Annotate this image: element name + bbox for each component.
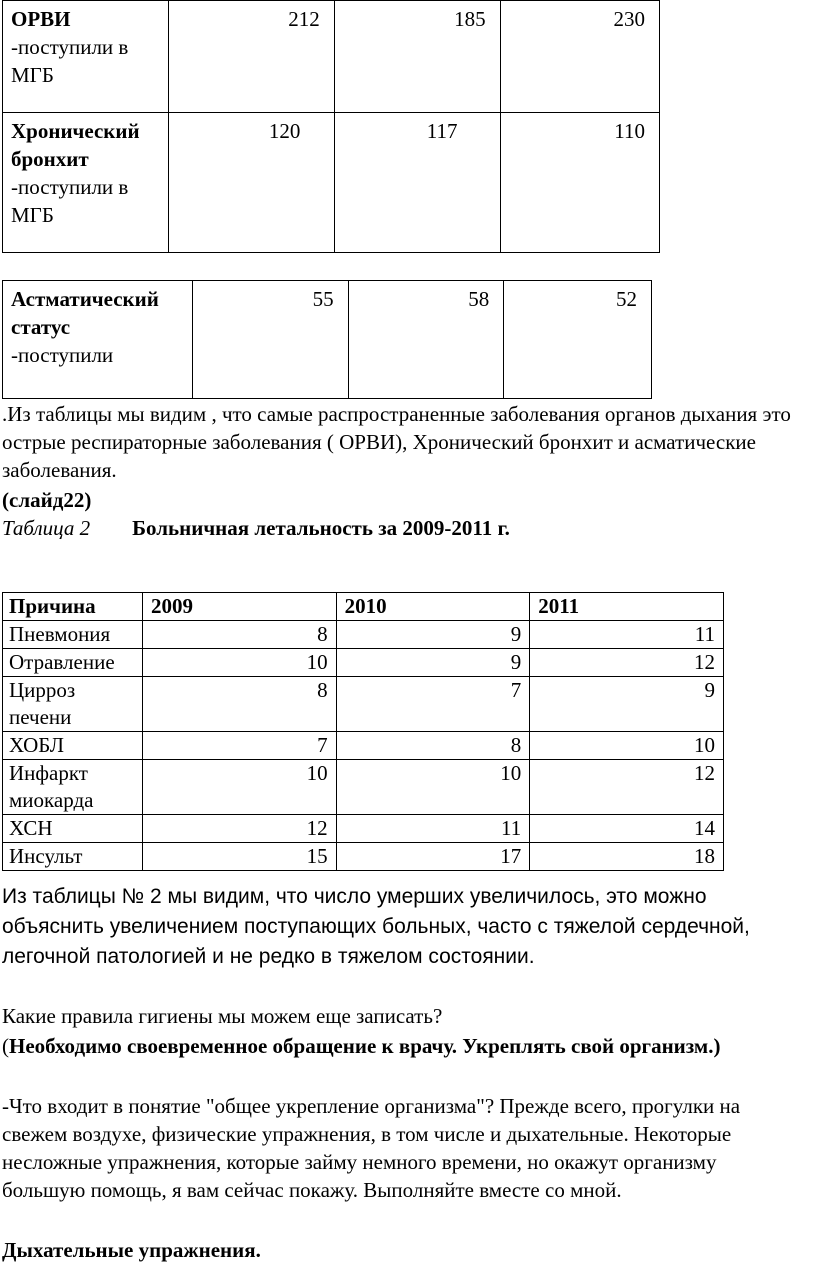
table-row	[3, 1, 660, 113]
value-cell: 55	[192, 281, 348, 399]
table-row	[3, 815, 724, 843]
row-label-cell	[3, 113, 169, 253]
value-cell: 18	[530, 843, 724, 871]
cause-cell: ХОБЛ	[3, 732, 143, 760]
value-cell: 52	[504, 281, 652, 399]
disease-sub: -поступили в МГБ	[11, 175, 129, 227]
value-cell: 12	[530, 649, 724, 677]
question-line: Какие правила гигиены мы можем еще записать?	[2, 1004, 443, 1028]
header-cell: 2010	[336, 593, 530, 621]
cause-cell: Пневмония	[3, 621, 143, 649]
value-cell: 7	[142, 732, 336, 760]
table-row	[3, 621, 724, 649]
value-cell: 15	[142, 843, 336, 871]
mortality-table	[2, 592, 724, 871]
value-cell: 185	[334, 1, 500, 113]
row-label-cell	[3, 1, 169, 113]
morbidity-table-top	[2, 0, 660, 253]
cause-cell: Отравление	[3, 649, 143, 677]
slide-label: (слайд22)	[2, 488, 92, 512]
value-cell: 212	[168, 1, 334, 113]
intro-paragraph: .Из таблицы мы видим , что самые распространенные заболевания органов дыхания это острые респираторные заболевания ( ОРВИ), Хронический бронхит и асматические заболевания.	[2, 402, 791, 482]
cause-cell: Цирроз печени	[3, 677, 143, 732]
row-label-cell	[3, 281, 193, 399]
value-cell: 8	[142, 621, 336, 649]
table-row	[3, 113, 660, 253]
cause-cell: Инсульт	[3, 843, 143, 871]
disease-sub: -поступили в МГБ	[11, 35, 129, 87]
value-cell: 10	[336, 760, 530, 815]
value-cell: 10	[142, 760, 336, 815]
table-row	[3, 281, 652, 399]
exercise-paragraph: -Что входит в понятие "общее укрепление организма"? Прежде всего, прогулки на свежем воздухе, физические упражнения, в том числе и дыхательные. Некоторые несложные упражнения, которые займу немного времени, но окажут организму большую помощь, я вам сейчас покажу. Выполняйте вместе со мной.	[2, 1094, 741, 1202]
cause-cell: Инфаркт миокарда	[3, 760, 143, 815]
answer-open-paren: (	[2, 1034, 9, 1058]
value-cell: 120	[168, 113, 334, 253]
table-row	[3, 677, 724, 732]
table-header-row	[3, 593, 724, 621]
header-cell: Причина	[3, 593, 143, 621]
value-cell: 11	[530, 621, 724, 649]
value-cell: 230	[500, 1, 659, 113]
value-cell: 8	[142, 677, 336, 732]
value-cell: 9	[530, 677, 724, 732]
morbidity-table-asthma	[2, 280, 652, 399]
value-cell: 9	[336, 621, 530, 649]
table-caption	[2, 514, 802, 542]
value-cell: 9	[336, 649, 530, 677]
disease-name: Астматический статус	[11, 287, 159, 339]
header-cell: 2011	[530, 593, 724, 621]
final-heading: Дыхательные упражнения.	[2, 1238, 261, 1262]
disease-sub: -поступили	[11, 343, 114, 367]
answer-line	[2, 1032, 762, 1060]
answer-text: Необходимо своевременное обращение к врачу. Укреплять свой организм.)	[9, 1034, 721, 1058]
caption-label: Таблица 2	[2, 516, 91, 540]
conclusion-paragraph: Из таблицы № 2 мы видим, что число умерших увеличилось, это можно объяснить увеличением поступающих больных, часто с тяжелой сердечной, легочной патологией и не редко в тяжелом состоянии.	[2, 885, 750, 968]
disease-name: Хронический бронхит	[11, 119, 140, 171]
header-cell: 2009	[142, 593, 336, 621]
table-row	[3, 649, 724, 677]
value-cell: 10	[530, 732, 724, 760]
value-cell: 12	[142, 815, 336, 843]
value-cell: 7	[336, 677, 530, 732]
disease-name: ОРВИ	[11, 7, 71, 31]
table-row	[3, 760, 724, 815]
caption-title: Больничная летальность за 2009-2011 г.	[132, 516, 510, 540]
cause-cell: ХСН	[3, 815, 143, 843]
value-cell: 117	[334, 113, 500, 253]
table-row	[3, 843, 724, 871]
value-cell: 12	[530, 760, 724, 815]
value-cell: 110	[500, 113, 659, 253]
value-cell: 8	[336, 732, 530, 760]
value-cell: 58	[348, 281, 504, 399]
value-cell: 14	[530, 815, 724, 843]
value-cell: 10	[142, 649, 336, 677]
table-row	[3, 732, 724, 760]
value-cell: 11	[336, 815, 530, 843]
value-cell: 17	[336, 843, 530, 871]
